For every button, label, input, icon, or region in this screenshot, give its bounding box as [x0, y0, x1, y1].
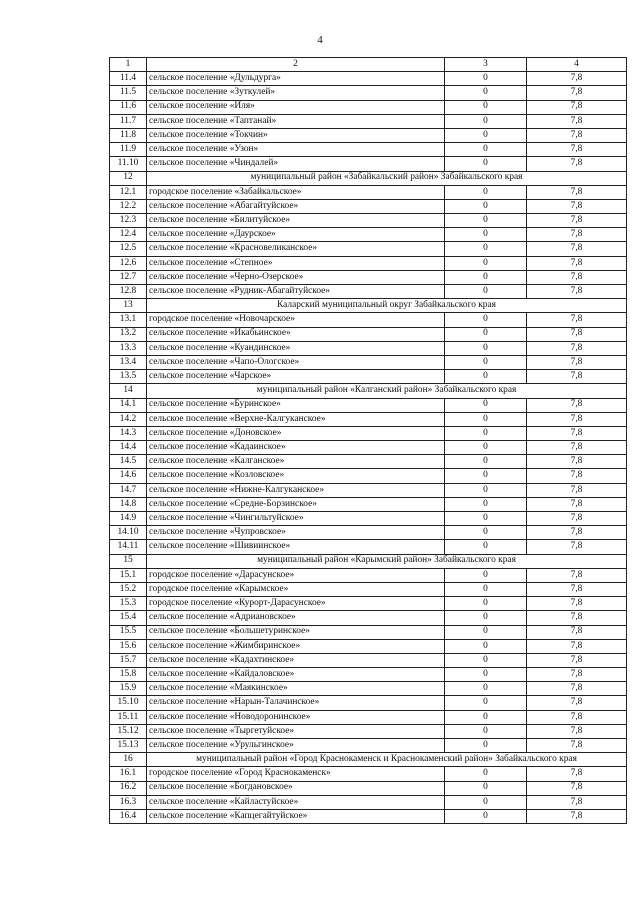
table-row — [110, 767, 627, 781]
column-4-value-cell: 7,8 — [527, 327, 627, 341]
column-4-value-cell: 7,8 — [527, 469, 627, 483]
column-4-value-cell: 7,8 — [527, 668, 627, 682]
table-row — [110, 540, 627, 554]
settlement-name-cell: сельское поселение «Чиндалей» — [147, 157, 445, 171]
section-title-cell: Каларский муниципальный округ Забайкальского края — [147, 299, 627, 313]
settlement-name-cell: сельское поселение «Чапо-Ологское» — [147, 355, 445, 369]
column-3-value-cell: 0 — [445, 455, 527, 469]
column-4-value-cell: 7,8 — [527, 114, 627, 128]
row-number-cell: 15.8 — [110, 668, 147, 682]
row-number-cell: 14.11 — [110, 540, 147, 554]
table-row — [110, 242, 627, 256]
row-number-cell: 14.2 — [110, 412, 147, 426]
header-cell-2: 2 — [147, 58, 445, 72]
settlement-name-cell: сельское поселение «Абагайтуйское» — [147, 199, 445, 213]
settlement-name-cell: сельское поселение «Калганское» — [147, 455, 445, 469]
table-row — [110, 668, 627, 682]
column-4-value-cell: 7,8 — [527, 228, 627, 242]
column-3-value-cell: 0 — [445, 568, 527, 582]
column-3-value-cell: 0 — [445, 370, 527, 384]
table-row — [110, 653, 627, 667]
row-number-cell: 14.8 — [110, 497, 147, 511]
settlement-name-cell: сельское поселение «Козловское» — [147, 469, 445, 483]
row-number-cell: 15.4 — [110, 611, 147, 625]
column-3-value-cell: 0 — [445, 710, 527, 724]
column-4-value-cell: 7,8 — [527, 285, 627, 299]
row-number-cell: 12.2 — [110, 199, 147, 213]
row-number-cell: 12 — [110, 171, 147, 185]
row-number-cell: 12.4 — [110, 228, 147, 242]
column-3-value-cell: 0 — [445, 355, 527, 369]
table-header-row — [110, 58, 627, 72]
table-row — [110, 270, 627, 284]
settlement-name-cell: сельское поселение «Чингильтуйское» — [147, 512, 445, 526]
table-row — [110, 582, 627, 596]
table-row — [110, 639, 627, 653]
row-number-cell: 15 — [110, 554, 147, 568]
settlement-name-cell: сельское поселение «Большетуринское» — [147, 625, 445, 639]
table-row — [110, 625, 627, 639]
column-4-value-cell: 7,8 — [527, 696, 627, 710]
settlement-name-cell: сельское поселение «Дульдурга» — [147, 72, 445, 86]
settlement-name-cell: сельское поселение «Буринское» — [147, 398, 445, 412]
row-number-cell: 11.10 — [110, 157, 147, 171]
column-3-value-cell: 0 — [445, 597, 527, 611]
row-number-cell: 15.3 — [110, 597, 147, 611]
settlement-name-cell: городское поселение «Новочарское» — [147, 313, 445, 327]
row-number-cell: 14.9 — [110, 512, 147, 526]
row-number-cell: 11.5 — [110, 86, 147, 100]
column-3-value-cell: 0 — [445, 185, 527, 199]
column-3-value-cell: 0 — [445, 256, 527, 270]
column-3-value-cell: 0 — [445, 313, 527, 327]
column-3-value-cell: 0 — [445, 327, 527, 341]
table-row — [110, 781, 627, 795]
settlement-name-cell: сельское поселение «Таптанай» — [147, 114, 445, 128]
column-4-value-cell: 7,8 — [527, 625, 627, 639]
table-row — [110, 285, 627, 299]
row-number-cell: 15.12 — [110, 724, 147, 738]
column-4-value-cell: 7,8 — [527, 157, 627, 171]
column-4-value-cell: 7,8 — [527, 214, 627, 228]
section-title-row — [110, 299, 627, 313]
column-3-value-cell: 0 — [445, 540, 527, 554]
row-number-cell: 14.10 — [110, 526, 147, 540]
table-row — [110, 370, 627, 384]
column-4-value-cell: 7,8 — [527, 256, 627, 270]
row-number-cell: 16.2 — [110, 781, 147, 795]
column-3-value-cell: 0 — [445, 285, 527, 299]
settlement-name-cell: городское поселение «Забайкальское» — [147, 185, 445, 199]
row-number-cell: 15.2 — [110, 582, 147, 596]
row-number-cell: 12.7 — [110, 270, 147, 284]
table-body — [110, 58, 627, 824]
settlement-name-cell: сельское поселение «Кайдаловское» — [147, 668, 445, 682]
table-row — [110, 86, 627, 100]
settlement-name-cell: городское поселение «Карымское» — [147, 582, 445, 596]
settlement-name-cell: сельское поселение «Капцегайтуйское» — [147, 809, 445, 823]
column-4-value-cell: 7,8 — [527, 611, 627, 625]
column-4-value-cell: 7,8 — [527, 199, 627, 213]
settlement-name-cell: сельское поселение «Кадахтинское» — [147, 653, 445, 667]
column-3-value-cell: 0 — [445, 412, 527, 426]
column-4-value-cell: 7,8 — [527, 809, 627, 823]
table-row — [110, 412, 627, 426]
header-cell-3: 3 — [445, 58, 527, 72]
row-number-cell: 13.4 — [110, 355, 147, 369]
table-row — [110, 611, 627, 625]
column-3-value-cell: 0 — [445, 143, 527, 157]
table-row — [110, 497, 627, 511]
settlement-name-cell: сельское поселение «Нарын-Талачинское» — [147, 696, 445, 710]
column-3-value-cell: 0 — [445, 157, 527, 171]
table-row — [110, 483, 627, 497]
column-3-value-cell: 0 — [445, 426, 527, 440]
settlement-name-cell: сельское поселение «Даурское» — [147, 228, 445, 242]
row-number-cell: 15.13 — [110, 739, 147, 753]
column-4-value-cell: 7,8 — [527, 86, 627, 100]
column-3-value-cell: 0 — [445, 653, 527, 667]
row-number-cell: 16.3 — [110, 795, 147, 809]
column-3-value-cell: 0 — [445, 724, 527, 738]
row-number-cell: 12.8 — [110, 285, 147, 299]
row-number-cell: 14.1 — [110, 398, 147, 412]
column-3-value-cell: 0 — [445, 696, 527, 710]
row-number-cell: 12.3 — [110, 214, 147, 228]
row-number-cell: 15.10 — [110, 696, 147, 710]
column-4-value-cell: 7,8 — [527, 185, 627, 199]
column-3-value-cell: 0 — [445, 611, 527, 625]
row-number-cell: 15.11 — [110, 710, 147, 724]
column-4-value-cell: 7,8 — [527, 341, 627, 355]
column-4-value-cell: 7,8 — [527, 483, 627, 497]
row-number-cell: 15.9 — [110, 682, 147, 696]
section-title-row — [110, 171, 627, 185]
table-row — [110, 185, 627, 199]
row-number-cell: 15.6 — [110, 639, 147, 653]
table-row — [110, 597, 627, 611]
settlement-name-cell: сельское поселение «Новодоронинское» — [147, 710, 445, 724]
table-row — [110, 256, 627, 270]
row-number-cell: 16 — [110, 753, 147, 767]
header-cell-4: 4 — [527, 58, 627, 72]
table-row — [110, 157, 627, 171]
row-number-cell: 13 — [110, 299, 147, 313]
column-3-value-cell: 0 — [445, 469, 527, 483]
table-row — [110, 809, 627, 823]
table-row — [110, 682, 627, 696]
table-row — [110, 214, 627, 228]
table-row — [110, 426, 627, 440]
settlement-name-cell: сельское поселение «Нижне-Калгуканское» — [147, 483, 445, 497]
column-3-value-cell: 0 — [445, 441, 527, 455]
column-4-value-cell: 7,8 — [527, 128, 627, 142]
column-4-value-cell: 7,8 — [527, 795, 627, 809]
settlement-name-cell: сельское поселение «Кадаинское» — [147, 441, 445, 455]
column-3-value-cell: 0 — [445, 497, 527, 511]
table-row — [110, 341, 627, 355]
table-row — [110, 72, 627, 86]
row-number-cell: 12.6 — [110, 256, 147, 270]
row-number-cell: 13.5 — [110, 370, 147, 384]
column-4-value-cell: 7,8 — [527, 398, 627, 412]
column-4-value-cell: 7,8 — [527, 270, 627, 284]
column-3-value-cell: 0 — [445, 767, 527, 781]
table-row — [110, 526, 627, 540]
row-number-cell: 14.7 — [110, 483, 147, 497]
row-number-cell: 14.3 — [110, 426, 147, 440]
row-number-cell: 13.3 — [110, 341, 147, 355]
settlement-name-cell: городское поселение «Город Краснокаменск» — [147, 767, 445, 781]
table-row — [110, 128, 627, 142]
row-number-cell: 16.4 — [110, 809, 147, 823]
settlement-name-cell: сельское поселение «Шивиинское» — [147, 540, 445, 554]
column-4-value-cell: 7,8 — [527, 526, 627, 540]
column-4-value-cell: 7,8 — [527, 455, 627, 469]
settlement-name-cell: сельское поселение «Рудник-Абагайтуйское» — [147, 285, 445, 299]
table-row — [110, 710, 627, 724]
column-4-value-cell: 7,8 — [527, 512, 627, 526]
table-row — [110, 441, 627, 455]
section-title-cell: муниципальный район «Забайкальский район» Забайкальского края — [147, 171, 627, 185]
column-4-value-cell: 7,8 — [527, 724, 627, 738]
settlement-name-cell: сельское поселение «Черно-Озерское» — [147, 270, 445, 284]
column-3-value-cell: 0 — [445, 526, 527, 540]
table-row — [110, 143, 627, 157]
settlement-name-cell: сельское поселение «Урульгинское» — [147, 739, 445, 753]
column-4-value-cell: 7,8 — [527, 540, 627, 554]
settlement-name-cell: сельское поселение «Куандинское» — [147, 341, 445, 355]
column-4-value-cell: 7,8 — [527, 710, 627, 724]
settlement-name-cell: сельское поселение «Икабьинское» — [147, 327, 445, 341]
column-3-value-cell: 0 — [445, 625, 527, 639]
table-row — [110, 512, 627, 526]
column-4-value-cell: 7,8 — [527, 355, 627, 369]
row-number-cell: 12.1 — [110, 185, 147, 199]
column-4-value-cell: 7,8 — [527, 568, 627, 582]
table-row — [110, 696, 627, 710]
column-4-value-cell: 7,8 — [527, 597, 627, 611]
row-number-cell: 15.1 — [110, 568, 147, 582]
row-number-cell: 16.1 — [110, 767, 147, 781]
allocation-table — [109, 57, 627, 824]
table-row — [110, 327, 627, 341]
settlement-name-cell: сельское поселение «Токчин» — [147, 128, 445, 142]
table-row — [110, 455, 627, 469]
row-number-cell: 14 — [110, 384, 147, 398]
column-3-value-cell: 0 — [445, 242, 527, 256]
column-4-value-cell: 7,8 — [527, 582, 627, 596]
column-4-value-cell: 7,8 — [527, 767, 627, 781]
column-4-value-cell: 7,8 — [527, 313, 627, 327]
row-number-cell: 15.5 — [110, 625, 147, 639]
section-title-cell: муниципальный район «Город Краснокаменск и Краснокаменский район» Забайкальского края — [147, 753, 627, 767]
table-row — [110, 100, 627, 114]
column-4-value-cell: 7,8 — [527, 100, 627, 114]
column-3-value-cell: 0 — [445, 739, 527, 753]
column-4-value-cell: 7,8 — [527, 242, 627, 256]
table-row — [110, 469, 627, 483]
row-number-cell: 13.2 — [110, 327, 147, 341]
section-title-cell: муниципальный район «Калганский район» Забайкальского края — [147, 384, 627, 398]
row-number-cell: 13.1 — [110, 313, 147, 327]
column-3-value-cell: 0 — [445, 341, 527, 355]
settlement-name-cell: сельское поселение «Тыргетуйское» — [147, 724, 445, 738]
row-number-cell: 14.6 — [110, 469, 147, 483]
column-3-value-cell: 0 — [445, 100, 527, 114]
table-row — [110, 568, 627, 582]
row-number-cell: 11.9 — [110, 143, 147, 157]
column-3-value-cell: 0 — [445, 781, 527, 795]
section-title-row — [110, 384, 627, 398]
table-row — [110, 398, 627, 412]
settlement-name-cell: городское поселение «Дарасунское» — [147, 568, 445, 582]
settlement-name-cell: сельское поселение «Верхне-Калгуканское» — [147, 412, 445, 426]
settlement-name-cell: сельское поселение «Билитуйское» — [147, 214, 445, 228]
settlement-name-cell: сельское поселение «Чупровское» — [147, 526, 445, 540]
row-number-cell: 11.4 — [110, 72, 147, 86]
column-4-value-cell: 7,8 — [527, 441, 627, 455]
column-4-value-cell: 7,8 — [527, 653, 627, 667]
settlement-name-cell: сельское поселение «Узон» — [147, 143, 445, 157]
column-3-value-cell: 0 — [445, 128, 527, 142]
column-4-value-cell: 7,8 — [527, 72, 627, 86]
column-3-value-cell: 0 — [445, 809, 527, 823]
settlement-name-cell: сельское поселение «Кайластуйское» — [147, 795, 445, 809]
page-number: 4 — [317, 34, 323, 46]
settlement-name-cell: сельское поселение «Богдановское» — [147, 781, 445, 795]
settlement-name-cell: городское поселение «Курорт-Дарасунское» — [147, 597, 445, 611]
table-row — [110, 355, 627, 369]
column-3-value-cell: 0 — [445, 214, 527, 228]
column-3-value-cell: 0 — [445, 512, 527, 526]
column-3-value-cell: 0 — [445, 483, 527, 497]
table-row — [110, 724, 627, 738]
settlement-name-cell: сельское поселение «Красновеликанское» — [147, 242, 445, 256]
settlement-name-cell: сельское поселение «Чарское» — [147, 370, 445, 384]
column-4-value-cell: 7,8 — [527, 739, 627, 753]
column-4-value-cell: 7,8 — [527, 143, 627, 157]
row-number-cell: 11.7 — [110, 114, 147, 128]
column-4-value-cell: 7,8 — [527, 682, 627, 696]
settlement-name-cell: сельское поселение «Доновское» — [147, 426, 445, 440]
column-3-value-cell: 0 — [445, 114, 527, 128]
column-3-value-cell: 0 — [445, 86, 527, 100]
row-number-cell: 11.8 — [110, 128, 147, 142]
column-3-value-cell: 0 — [445, 639, 527, 653]
row-number-cell: 11.6 — [110, 100, 147, 114]
settlement-name-cell: сельское поселение «Жимбиринское» — [147, 639, 445, 653]
settlement-name-cell: сельское поселение «Степное» — [147, 256, 445, 270]
table-row — [110, 114, 627, 128]
column-3-value-cell: 0 — [445, 398, 527, 412]
section-title-row — [110, 554, 627, 568]
settlement-name-cell: сельское поселение «Иля» — [147, 100, 445, 114]
table-row — [110, 199, 627, 213]
table-row — [110, 795, 627, 809]
column-3-value-cell: 0 — [445, 668, 527, 682]
section-title-cell: муниципальный район «Карымский район» Забайкальского края — [147, 554, 627, 568]
row-number-cell: 15.7 — [110, 653, 147, 667]
table-row — [110, 313, 627, 327]
table-row — [110, 739, 627, 753]
column-4-value-cell: 7,8 — [527, 781, 627, 795]
header-cell-1: 1 — [110, 58, 147, 72]
column-4-value-cell: 7,8 — [527, 426, 627, 440]
column-3-value-cell: 0 — [445, 682, 527, 696]
settlement-name-cell: сельское поселение «Средне-Борзинское» — [147, 497, 445, 511]
row-number-cell: 12.5 — [110, 242, 147, 256]
column-3-value-cell: 0 — [445, 582, 527, 596]
column-3-value-cell: 0 — [445, 199, 527, 213]
settlement-name-cell: сельское поселение «Адриановское» — [147, 611, 445, 625]
column-3-value-cell: 0 — [445, 270, 527, 284]
column-4-value-cell: 7,8 — [527, 370, 627, 384]
column-4-value-cell: 7,8 — [527, 639, 627, 653]
table-row — [110, 228, 627, 242]
settlement-name-cell: сельское поселение «Зуткулей» — [147, 86, 445, 100]
section-title-row — [110, 753, 627, 767]
column-4-value-cell: 7,8 — [527, 412, 627, 426]
column-3-value-cell: 0 — [445, 795, 527, 809]
column-3-value-cell: 0 — [445, 72, 527, 86]
column-4-value-cell: 7,8 — [527, 497, 627, 511]
row-number-cell: 14.4 — [110, 441, 147, 455]
row-number-cell: 14.5 — [110, 455, 147, 469]
settlement-name-cell: сельское поселение «Маякинское» — [147, 682, 445, 696]
column-3-value-cell: 0 — [445, 228, 527, 242]
